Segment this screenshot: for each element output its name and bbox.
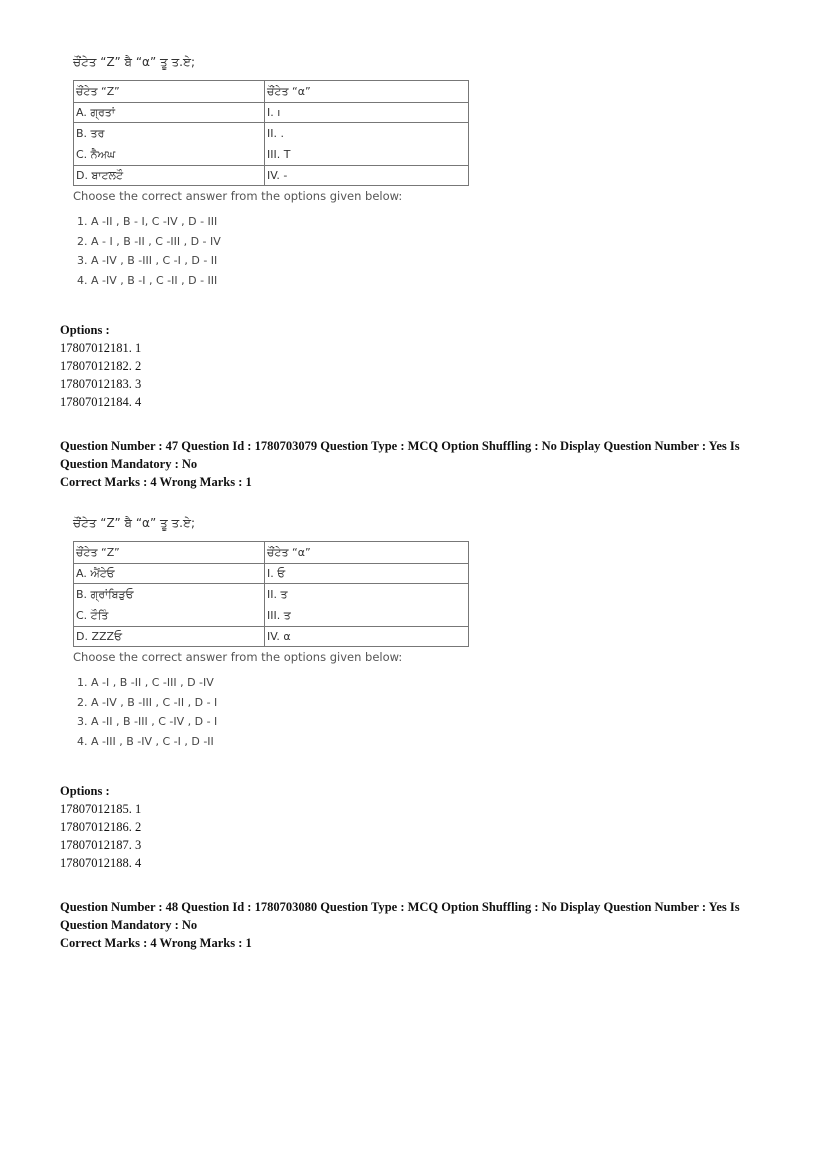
table-cell-right: IV. - [265, 166, 469, 186]
options-label: Options : [60, 323, 110, 337]
table-cell-right: I. ਓ [265, 564, 469, 584]
question-prompt: ਚੌਂਟੇਤ “Z” ਬੈ “α” ਤੂ ਤ.ਏ; [73, 55, 196, 69]
table-cell-left-group [74, 584, 265, 627]
table-cell-left: C. ਟੌਤਿੰ [76, 609, 109, 622]
answer-choices [73, 673, 473, 751]
question-46-options [60, 321, 760, 411]
match-table [73, 541, 469, 647]
match-table [73, 80, 469, 186]
question-47-options [60, 782, 760, 872]
table-cell-right: III. T [267, 148, 291, 161]
table-cell-right: IV. α [265, 627, 469, 647]
marks-line: Correct Marks : 4 Wrong Marks : 1 [60, 936, 252, 950]
table-cell-left: B. ਤਰ [76, 127, 105, 140]
table-cell-left: A. ਐਂਟੇਓ [74, 564, 265, 584]
answer-choice: 2. A - I , B -II , C -III , D - IV [77, 234, 221, 248]
table-cell-left: D. ZZZਓ [74, 627, 265, 647]
option-item: 17807012182. 2 [60, 359, 142, 373]
table-header-left: ਚੌਂਟੇਤ “Z” [74, 542, 265, 564]
question-prompt: ਚੌਂਟੇਤ “Z” ਬੈ “α” ਤੂ ਤ.ਏ; [73, 516, 196, 530]
answer-choice: 4. A -IV , B -I , C -II , D - III [77, 273, 218, 287]
table-header-right: ਚੌਂਟੇਤ “α” [265, 81, 469, 103]
option-item: 17807012186. 2 [60, 820, 142, 834]
answer-choices [73, 212, 473, 290]
table-cell-right-group [265, 123, 469, 166]
answer-choice: 1. A -II , B - I, C -IV , D - III [77, 215, 218, 228]
table-cell-right: I. ı [265, 103, 469, 123]
answer-choice: 3. A -II , B -III , C -IV , D - I [77, 715, 218, 728]
instruction-text: Choose the correct answer from the options given below: [73, 650, 403, 664]
question-meta-line: Question Number : 48 Question Id : 1780703080 Question Type : MCQ Option Shuffling : No Display Question Number : Yes Is [60, 900, 740, 914]
table-header-left: ਚੌਂਟੇਤ “Z” [74, 81, 265, 103]
table-cell-right: III. ਤ [267, 609, 291, 622]
table-cell-left: A. ਗ੍ਰਤਾਂ [74, 103, 265, 123]
question-meta-line: Question Mandatory : No [60, 918, 198, 932]
table-cell-left: D. ਬਾਟਲਟੌ [74, 166, 265, 186]
option-item: 17807012184. 4 [60, 395, 142, 409]
table-cell-right: II. ਤ [267, 588, 288, 601]
table-cell-left: B. ਗ੍ਰਾਂਬਿੜੁਓ [76, 588, 134, 601]
option-item: 17807012188. 4 [60, 856, 142, 870]
table-cell-left-group [74, 123, 265, 166]
option-item: 17807012187. 3 [60, 838, 142, 852]
answer-choice: 1. A -I , B -II , C -III , D -IV [77, 676, 214, 689]
table-cell-right-group [265, 584, 469, 627]
options-label: Options : [60, 784, 110, 798]
question-47-meta [60, 437, 760, 491]
answer-choice: 2. A -IV , B -III , C -II , D - I [77, 695, 218, 709]
option-item: 17807012185. 1 [60, 802, 142, 816]
option-item: 17807012181. 1 [60, 341, 142, 355]
answer-choice: 4. A -III , B -IV , C -I , D -II [77, 734, 214, 748]
question-meta-line: Question Number : 47 Question Id : 1780703079 Question Type : MCQ Option Shuffling : No Display Question Number : Yes Is [60, 439, 740, 453]
question-meta-line: Question Mandatory : No [60, 457, 198, 471]
table-cell-right: II. . [267, 127, 284, 140]
table-header-right: ਚੌਂਟੇਤ “α” [265, 542, 469, 564]
answer-choice: 3. A -IV , B -III , C -I , D - II [77, 254, 218, 267]
option-item: 17807012183. 3 [60, 377, 142, 391]
table-cell-left: C. ਨੈਅਘ [76, 148, 116, 161]
marks-line: Correct Marks : 4 Wrong Marks : 1 [60, 475, 252, 489]
question-46-body [73, 53, 473, 290]
instruction-text: Choose the correct answer from the options given below: [73, 189, 403, 203]
question-48-meta [60, 898, 760, 952]
question-47-body [73, 514, 473, 751]
